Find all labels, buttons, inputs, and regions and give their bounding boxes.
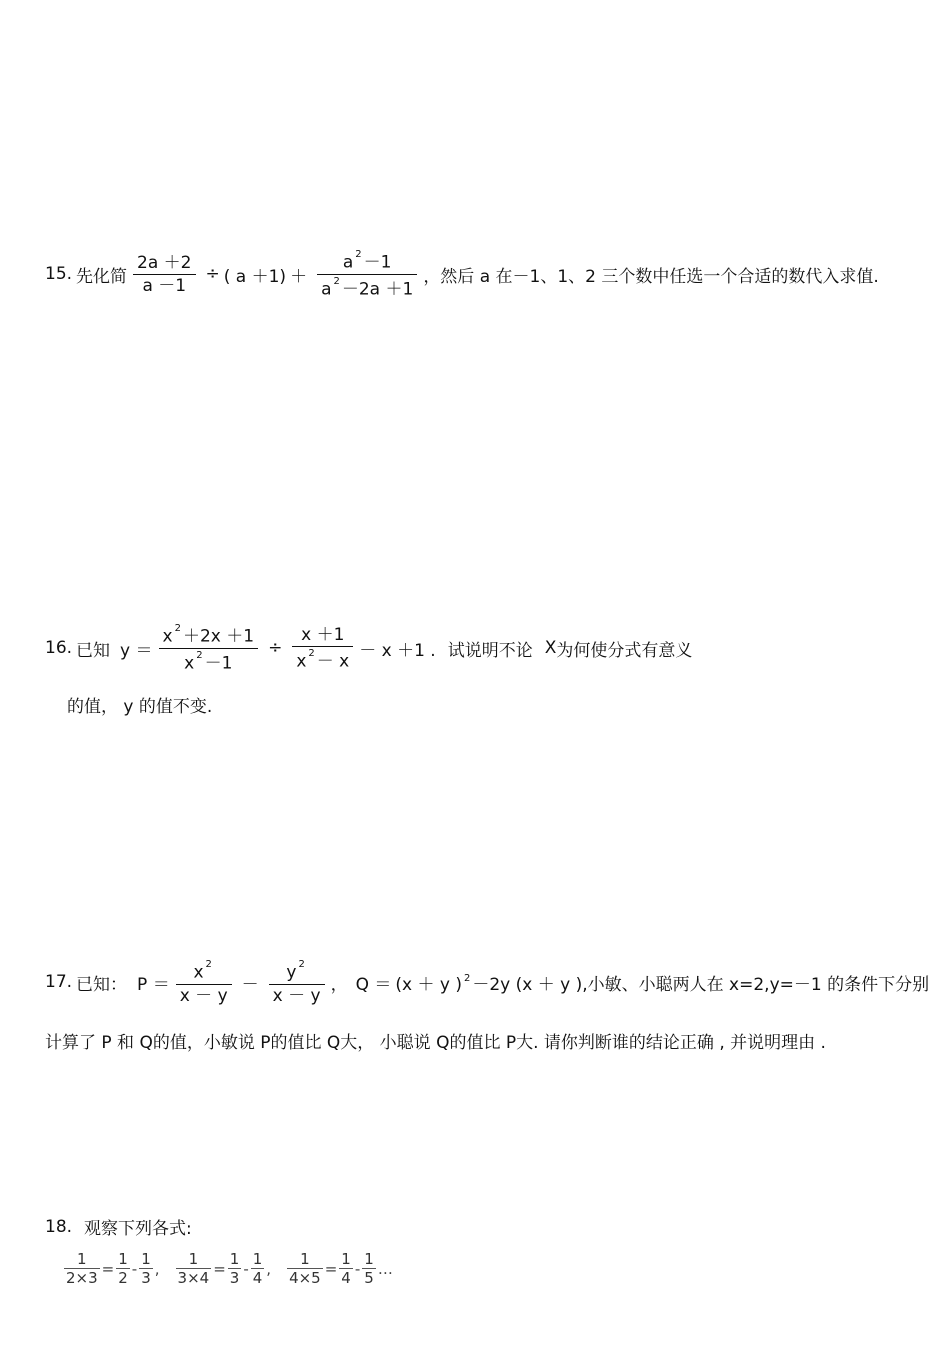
numerator: 1 bbox=[300, 1250, 310, 1268]
fraction bbox=[176, 958, 232, 1007]
question-number: 18. bbox=[45, 1216, 73, 1237]
denominator: x － y bbox=[179, 985, 228, 1006]
equals-sign: = bbox=[324, 1259, 338, 1278]
question-16 bbox=[45, 622, 692, 674]
base: x bbox=[296, 651, 307, 672]
exponent: 2 bbox=[333, 275, 340, 287]
rest: －1 bbox=[363, 252, 392, 273]
denominator: 3 bbox=[229, 1269, 240, 1287]
question-text: 小敏、小聪两人在 x=2,y=－1 的条件下分别 bbox=[587, 974, 930, 995]
numerator: 1 bbox=[252, 1250, 263, 1268]
plus-sign: ＋ bbox=[290, 266, 308, 287]
base: x bbox=[184, 653, 195, 674]
numerator: 1 bbox=[141, 1250, 151, 1268]
fraction bbox=[287, 1250, 323, 1287]
numerator bbox=[189, 958, 217, 984]
question-number: 17. bbox=[45, 972, 73, 993]
question-lead: 先化简 bbox=[76, 266, 128, 287]
numerator bbox=[339, 248, 396, 274]
rest: ＋2x ＋1 bbox=[182, 626, 255, 647]
fraction bbox=[339, 1250, 353, 1287]
expression: －2y (x ＋ y ), bbox=[472, 974, 588, 995]
question-lead: 已知： bbox=[76, 974, 128, 995]
expression: (x ＋ y ) bbox=[395, 974, 462, 995]
fraction bbox=[116, 1250, 130, 1287]
separator: , bbox=[266, 1259, 272, 1278]
denominator: 3 bbox=[141, 1269, 151, 1287]
q-equals: Q ＝ bbox=[355, 974, 392, 995]
separator: , bbox=[154, 1259, 160, 1278]
fraction bbox=[159, 622, 259, 674]
numerator bbox=[282, 958, 310, 984]
denominator bbox=[292, 647, 353, 673]
ellipsis: … bbox=[377, 1259, 393, 1278]
numerator: 1 bbox=[77, 1250, 87, 1268]
base: x bbox=[193, 962, 204, 983]
fraction bbox=[251, 1250, 265, 1287]
fraction bbox=[228, 1250, 242, 1287]
example-formulas bbox=[62, 1250, 393, 1287]
y-equals: y ＝ bbox=[120, 640, 153, 661]
question-text: 试说明不论 bbox=[447, 640, 533, 661]
numerator: 1 bbox=[364, 1250, 374, 1268]
fraction bbox=[64, 1250, 100, 1287]
minus-sign: - bbox=[354, 1259, 361, 1278]
denominator bbox=[317, 275, 417, 301]
question-lead: 已知 bbox=[76, 640, 111, 661]
base: y bbox=[286, 962, 297, 983]
minus-sign: － bbox=[241, 974, 259, 995]
question-15 bbox=[45, 248, 879, 300]
question-17-line-2 bbox=[45, 1028, 826, 1053]
minus-sign: - bbox=[131, 1259, 138, 1278]
question-number: 15. bbox=[45, 264, 73, 285]
variable: X bbox=[544, 638, 557, 659]
fraction bbox=[133, 252, 195, 297]
denominator bbox=[180, 649, 236, 675]
base: a bbox=[321, 279, 332, 300]
numerator bbox=[159, 622, 259, 648]
rest: －2a ＋1 bbox=[341, 279, 414, 300]
denominator: 2 bbox=[118, 1269, 128, 1287]
numerator: x ＋1 bbox=[301, 624, 345, 645]
exponent: 2 bbox=[298, 959, 305, 970]
question-18 bbox=[45, 1214, 192, 1239]
denominator: a －1 bbox=[142, 275, 187, 296]
denominator: 5 bbox=[364, 1269, 374, 1287]
minus-sign: - bbox=[243, 1259, 249, 1278]
divide-sign: ÷ bbox=[205, 264, 220, 285]
exponent: 2 bbox=[355, 249, 362, 260]
fraction bbox=[176, 1250, 212, 1287]
base: x bbox=[162, 626, 173, 647]
denominator: 4 bbox=[341, 1269, 351, 1287]
question-text: 计算了 P 和 Q的值，小敏说 P的值比 Q大， 小聪说 Q的值比 P大. 请你判断谁的结论正确 , 并说明理由 . bbox=[45, 1033, 826, 1053]
numerator: 1 bbox=[229, 1250, 240, 1268]
p-equals: P ＝ bbox=[137, 974, 170, 995]
comma: ， bbox=[330, 974, 348, 995]
fraction bbox=[317, 248, 417, 300]
exponent: 2 bbox=[205, 959, 212, 970]
denominator: 2×3 bbox=[66, 1269, 98, 1287]
exponent: 2 bbox=[174, 623, 181, 634]
numerator: 1 bbox=[118, 1250, 128, 1268]
denominator: 4 bbox=[252, 1269, 263, 1287]
exponent: 2 bbox=[463, 972, 471, 984]
question-17 bbox=[45, 958, 929, 1007]
rest: － x bbox=[316, 651, 350, 672]
numerator: 1 bbox=[188, 1250, 199, 1268]
question-text: 为何使分式有意义 bbox=[556, 640, 693, 661]
expression: ( a ＋1) bbox=[223, 266, 287, 287]
numerator: 2a ＋2 bbox=[137, 252, 192, 273]
denominator: x － y bbox=[272, 985, 321, 1006]
equals-sign: = bbox=[213, 1259, 226, 1278]
fraction bbox=[292, 624, 353, 673]
exponent: 2 bbox=[196, 649, 203, 661]
fraction bbox=[269, 958, 325, 1007]
equals-sign: = bbox=[101, 1259, 115, 1278]
numerator: 1 bbox=[341, 1250, 351, 1268]
fraction bbox=[139, 1250, 153, 1287]
divide-sign: ÷ bbox=[268, 638, 283, 659]
exponent: 2 bbox=[308, 647, 315, 659]
denominator: 3×4 bbox=[177, 1269, 210, 1287]
fraction bbox=[362, 1250, 376, 1287]
expression: － x ＋1 . bbox=[359, 640, 436, 661]
question-number: 16. bbox=[45, 638, 73, 659]
denominator: 4×5 bbox=[289, 1269, 321, 1287]
base: a bbox=[342, 252, 354, 273]
question-text: 的值， y 的值不变. bbox=[67, 697, 213, 717]
rest: －1 bbox=[204, 653, 233, 674]
question-16-line-2 bbox=[67, 692, 212, 717]
question-text: ，然后 a 在－1、1、2 三个数中任选一个合适的数代入求值. bbox=[423, 266, 879, 287]
question-lead: 观察下列各式: bbox=[84, 1219, 192, 1239]
